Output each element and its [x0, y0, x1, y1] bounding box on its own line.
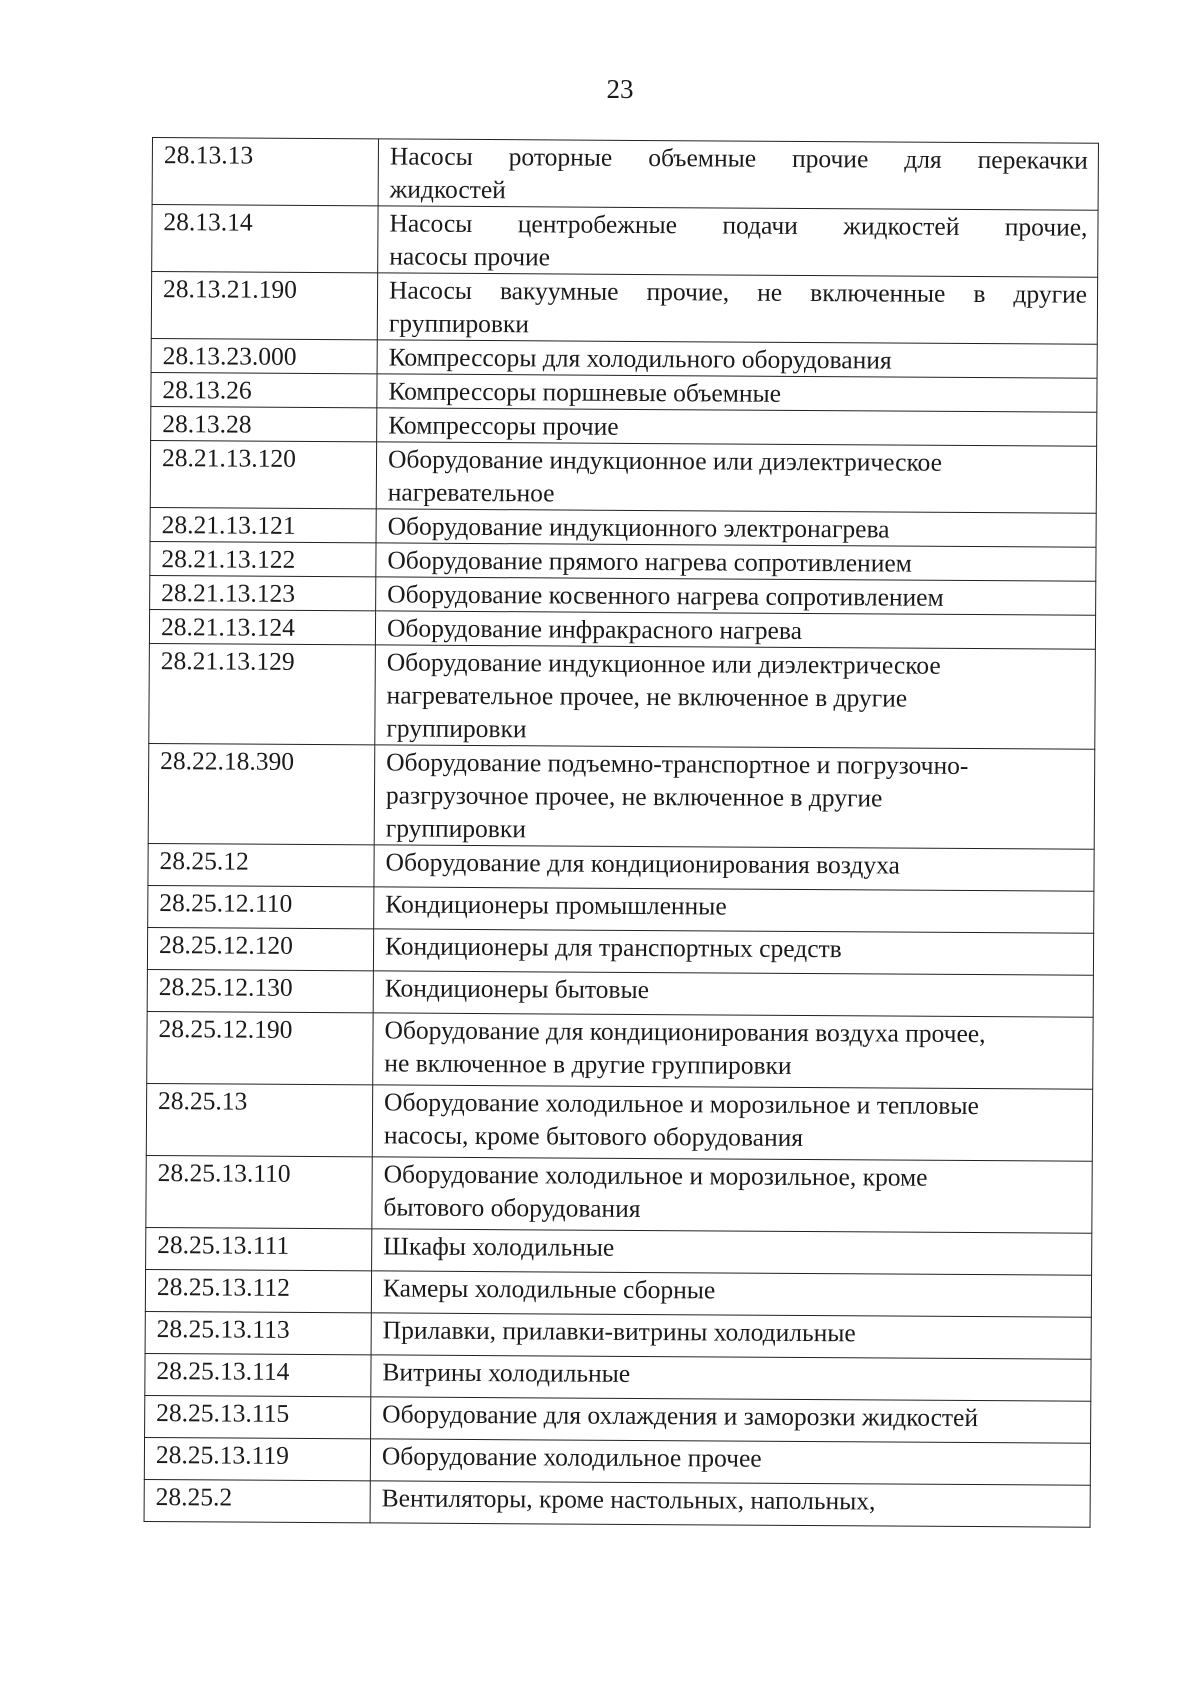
classification-code: 28.21.13.124	[149, 609, 375, 644]
table-row	[151, 272, 1097, 345]
classification-description	[377, 374, 1097, 412]
classification-description	[375, 645, 1096, 749]
table-body	[144, 138, 1098, 1528]
table-row	[150, 507, 1096, 547]
table-row	[146, 1155, 1092, 1233]
description-line: Оборудование инфракрасного нагрева	[386, 613, 803, 645]
classification-code: 28.21.13.129	[149, 643, 376, 744]
description-line: Оборудование холодильное и морозильное и тепловые	[384, 1087, 979, 1121]
classification-code: 28.13.28	[151, 406, 377, 441]
classification-code: 28.25.13.110	[146, 1155, 372, 1228]
classification-description	[370, 1439, 1090, 1485]
classification-description	[373, 1013, 1093, 1089]
description-line: Оборудование индукционного электронагрева	[387, 511, 890, 544]
classification-code: 28.22.18.390	[148, 743, 375, 844]
classification-description	[371, 1271, 1091, 1317]
classification-description	[372, 1157, 1092, 1233]
classification-code: 28.25.12.190	[147, 1011, 373, 1084]
classification-description	[377, 408, 1097, 446]
classification-code: 28.25.13.111	[146, 1227, 372, 1270]
description-line: Оборудование индукционное или диэлектрическое	[387, 444, 943, 477]
description-line: не включенное в другие группировки	[384, 1048, 792, 1080]
description-line: насосы прочие	[389, 241, 551, 272]
description-line: Насосы роторные объемные прочие для перекачки	[389, 141, 1088, 175]
classification-code: 28.13.14	[152, 205, 378, 273]
classification-description	[376, 509, 1096, 547]
classification-description	[378, 139, 1098, 210]
classification-description	[372, 1229, 1092, 1275]
description-line: Кондиционеры бытовые	[384, 973, 650, 1005]
classification-description	[371, 1397, 1091, 1443]
description-line: Насосы вакуумные прочие, не включенные в другие	[388, 275, 1088, 309]
classification-description	[376, 442, 1096, 513]
page-number: 23	[606, 74, 634, 104]
description-line: группировки	[388, 308, 530, 339]
classification-description	[371, 1355, 1091, 1401]
classification-description	[377, 273, 1097, 344]
classification-code: 28.21.13.120	[150, 440, 376, 508]
classification-code: 28.13.26	[151, 372, 377, 407]
classification-code: 28.25.13.112	[145, 1269, 371, 1312]
description-line: Витрины холодильные	[382, 1357, 631, 1388]
classification-code: 28.25.12.120	[147, 927, 373, 970]
classification-description	[370, 1481, 1090, 1527]
table-row	[148, 843, 1094, 891]
description-line: Компрессоры поршневые объемные	[388, 376, 782, 408]
table-row	[147, 1011, 1093, 1089]
table-row	[152, 205, 1098, 278]
description-line: Насосы центробежные подачи жидкостей прочие,	[389, 208, 1088, 242]
table-row	[151, 372, 1097, 412]
description-line: Камеры холодильные сборные	[382, 1273, 716, 1305]
description-line: Шкафы холодильные	[383, 1231, 615, 1262]
description-line: жидкостей	[389, 174, 506, 205]
table-row	[145, 1395, 1091, 1443]
classification-code: 28.13.13	[152, 138, 378, 206]
description-line: Оборудование для кондиционирования воздуха прочее,	[384, 1015, 986, 1049]
description-line: насосы, кроме бытового оборудования	[383, 1120, 804, 1152]
table-row	[148, 743, 1095, 849]
classification-description	[373, 929, 1093, 975]
description-line: Оборудование холодильное и морозильное, кроме	[383, 1159, 928, 1192]
classification-code: 28.13.23.000	[151, 338, 377, 373]
classification-code: 28.13.21.190	[151, 272, 377, 340]
table-row	[148, 885, 1094, 933]
classification-code: 28.25.13.115	[145, 1395, 371, 1438]
description-line: Оборудование прямого нагрева сопротивлением	[387, 545, 912, 578]
description-line: бытового оборудования	[383, 1192, 641, 1224]
classification-description	[374, 887, 1094, 933]
table-row	[145, 1311, 1091, 1359]
description-line: Компрессоры прочие	[388, 410, 619, 441]
table-row	[149, 643, 1096, 749]
classification-description	[372, 1085, 1092, 1161]
description-line: Оборудование холодильное прочее	[381, 1441, 762, 1473]
classification-table	[144, 137, 1099, 1528]
table-row	[146, 1227, 1092, 1275]
table-row	[150, 440, 1096, 513]
classification-code: 28.25.13	[146, 1083, 372, 1156]
classification-description	[374, 745, 1095, 849]
description-line: Вентиляторы, кроме настольных, напольных,	[381, 1483, 876, 1516]
description-line: Прилавки, прилавки-витрины холодильные	[382, 1315, 856, 1348]
table-row	[144, 1437, 1090, 1485]
description-line: Кондиционеры для транспортных средств	[384, 931, 842, 964]
description-line: Оборудование подъемно-транспортное и погрузочно-	[386, 747, 969, 780]
description-line: Оборудование индукционное или диэлектрическое	[386, 647, 941, 680]
description-line: Оборудование косвенного нагрева сопротивлением	[387, 579, 944, 612]
classification-description	[375, 611, 1095, 649]
table-row	[145, 1353, 1091, 1401]
table-row	[147, 969, 1093, 1017]
description-line: группировки	[386, 713, 527, 744]
description-line: Оборудование для кондиционирования воздуха	[385, 847, 900, 880]
table-row	[152, 138, 1098, 211]
classification-code: 28.21.13.122	[150, 541, 376, 576]
table-row	[150, 575, 1096, 615]
description-line: нагревательное прочее, не включенное в другие	[386, 680, 908, 713]
table-row	[150, 541, 1096, 581]
description-line: нагревательное	[387, 477, 555, 508]
classification-code: 28.25.12	[148, 843, 374, 886]
classification-description	[376, 577, 1096, 615]
table-row	[149, 609, 1095, 649]
description-line: Компрессоры для холодильного оборудования	[388, 342, 892, 375]
classification-code: 28.25.13.119	[144, 1437, 370, 1480]
classification-description	[373, 971, 1093, 1017]
table-row	[144, 1479, 1090, 1527]
table-row	[145, 1269, 1091, 1317]
table-row	[151, 406, 1097, 446]
classification-code: 28.25.2	[144, 1479, 370, 1522]
description-line: разгрузочное прочее, не включенное в другие	[385, 780, 883, 813]
classification-code: 28.25.12.110	[148, 885, 374, 928]
classification-description	[377, 340, 1097, 378]
description-line: Кондиционеры промышленные	[385, 889, 727, 921]
classification-description	[376, 543, 1096, 581]
table-row	[151, 338, 1097, 378]
table-row	[147, 927, 1093, 975]
classification-description	[378, 206, 1098, 277]
classification-code: 28.21.13.123	[150, 575, 376, 610]
classification-code: 28.21.13.121	[150, 507, 376, 542]
description-line: группировки	[385, 813, 527, 844]
classification-description	[371, 1313, 1091, 1359]
classification-code: 28.25.12.130	[147, 969, 373, 1012]
classification-code: 28.25.13.114	[145, 1353, 371, 1396]
description-line: Оборудование для охлаждения и заморозки жидкостей	[382, 1399, 979, 1433]
classification-code: 28.25.13.113	[145, 1311, 371, 1354]
table-row	[146, 1083, 1092, 1161]
classification-description	[374, 845, 1094, 891]
